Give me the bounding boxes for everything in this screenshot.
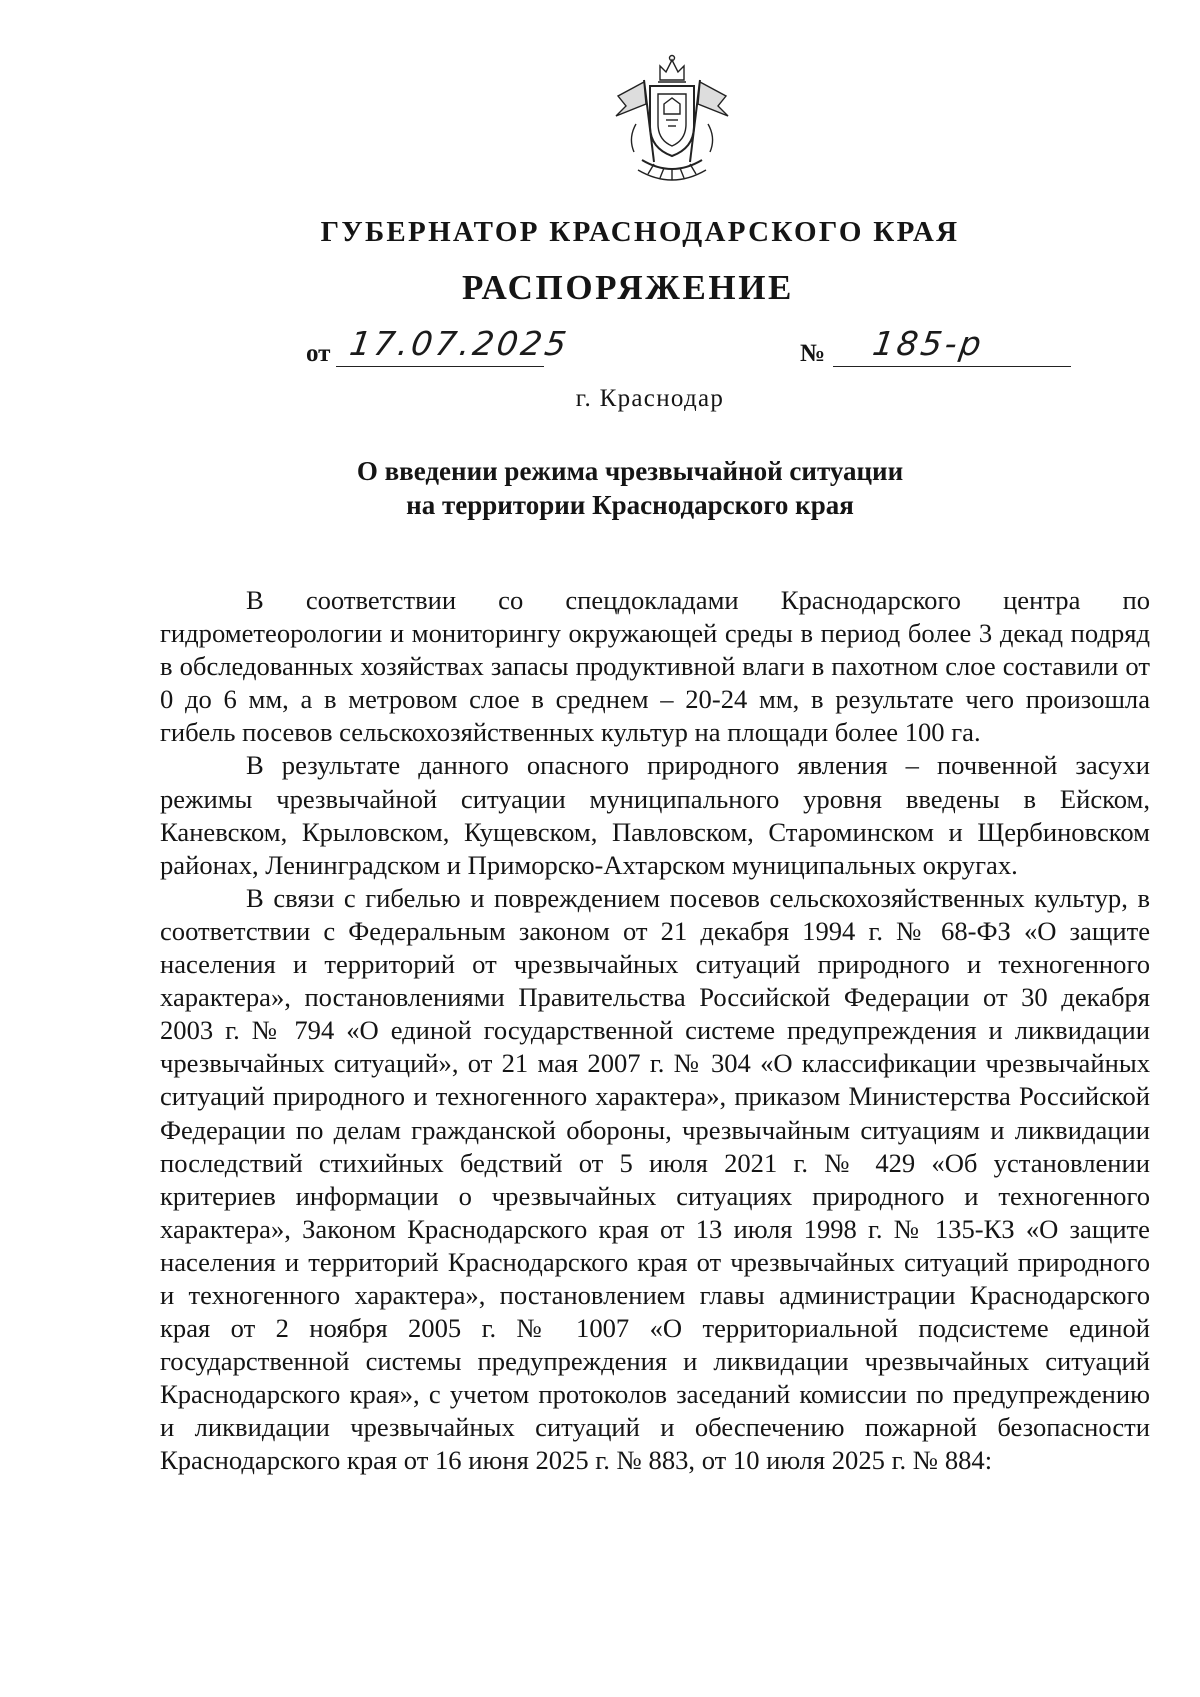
date-line xyxy=(306,324,573,367)
number-field xyxy=(833,324,1071,367)
body-paragraph-1: В соответствии со спецдокладами Краснодарского центра по гидрометеорологии и мониторингу окружающей среды в период более 3 декад подряд в обследованных хозяйствах запасы продуктивной влаги в пахотном слое составили от 0 до 6 мм, а в метровом слое в среднем – 20-24 мм, в результате чего произошла гибель посевов сельскохозяйственных культур на площади более 100 га. xyxy=(160,585,1150,748)
date-field xyxy=(336,324,573,367)
date-prefix: от xyxy=(306,340,331,367)
body-paragraph-3: В связи с гибелью и повреждением посевов сельскохозяйственных культур, в соответствии с Федеральным законом от 21 декабря 1994 г. № 68-ФЗ «О защите населения и территорий от чрезвычайных ситуаций природного и техногенного характера», постановлениями Правительства Российской Федерации от 30 декабря 2003 г. № 794 «О единой государственной системе предупреждения и ликвидации чрезвычайных ситуаций», от 21 мая 2007 г. № 304 «О классификации чрезвычайных ситуаций природного и техногенного характера», приказом Министерства Российской Федерации по делам гражданской обороны, чрезвычайным ситуациям и ликвидации последствий стихийных бедствий от 5 июля 2021 г. № 429 «Об установлении критериев информации о чрезвычайных ситуациях природного и техногенного характера», Законом Краснодарского края от 13 июля 1998 г. № 135-КЗ «О защите населения и территорий Краснодарского края от чрезвычайных ситуаций природного и техногенного характера», постановлением главы администрации Краснодарского края от 2 ноября 2005 г. № 1007 «О территориальной подсистеме единой государственной системы предупреждения и ликвидации чрезвычайных ситуаций Краснодарского края», с учетом протоколов заседаний комиссии по предупреждению и ликвидации чрезвычайных ситуаций и обеспечению пожарной безопасности Краснодарского края от 16 июня 2025 г. № 883, от 10 июля 2025 г. № 884: xyxy=(160,882,1150,1476)
number-prefix: № xyxy=(800,340,826,367)
handwritten-number: 185-р xyxy=(870,324,987,363)
coat-of-arms-icon xyxy=(608,52,736,194)
handwritten-date: 17.07.2025 xyxy=(347,324,573,363)
title-line-1: О введении режима чрезвычайной ситуации xyxy=(356,456,904,486)
body-paragraph-2: В результате данного опасного природного явления – почвенной засухи режимы чрезвычайной ситуации муниципального уровня введены в Ейском, Каневском, Крыловском, Кущевском, Павловском, Староминском и Щербиновском районах, Ленинградском и Приморско-Ахтарском муниципальных округах. xyxy=(160,750,1150,880)
document-title xyxy=(30,454,1200,522)
number-line xyxy=(800,324,1071,367)
issuing-authority: ГУБЕРНАТОР КРАСНОДАРСКОГО КРАЯ xyxy=(320,216,960,248)
coat-of-arms-drawing xyxy=(608,52,736,194)
document-body xyxy=(160,584,1150,1478)
place-of-issue: г. Краснодар xyxy=(575,385,725,412)
title-line-2: на территории Краснодарского края xyxy=(406,490,854,520)
document-type: РАСПОРЯЖЕНИЕ xyxy=(461,268,794,307)
